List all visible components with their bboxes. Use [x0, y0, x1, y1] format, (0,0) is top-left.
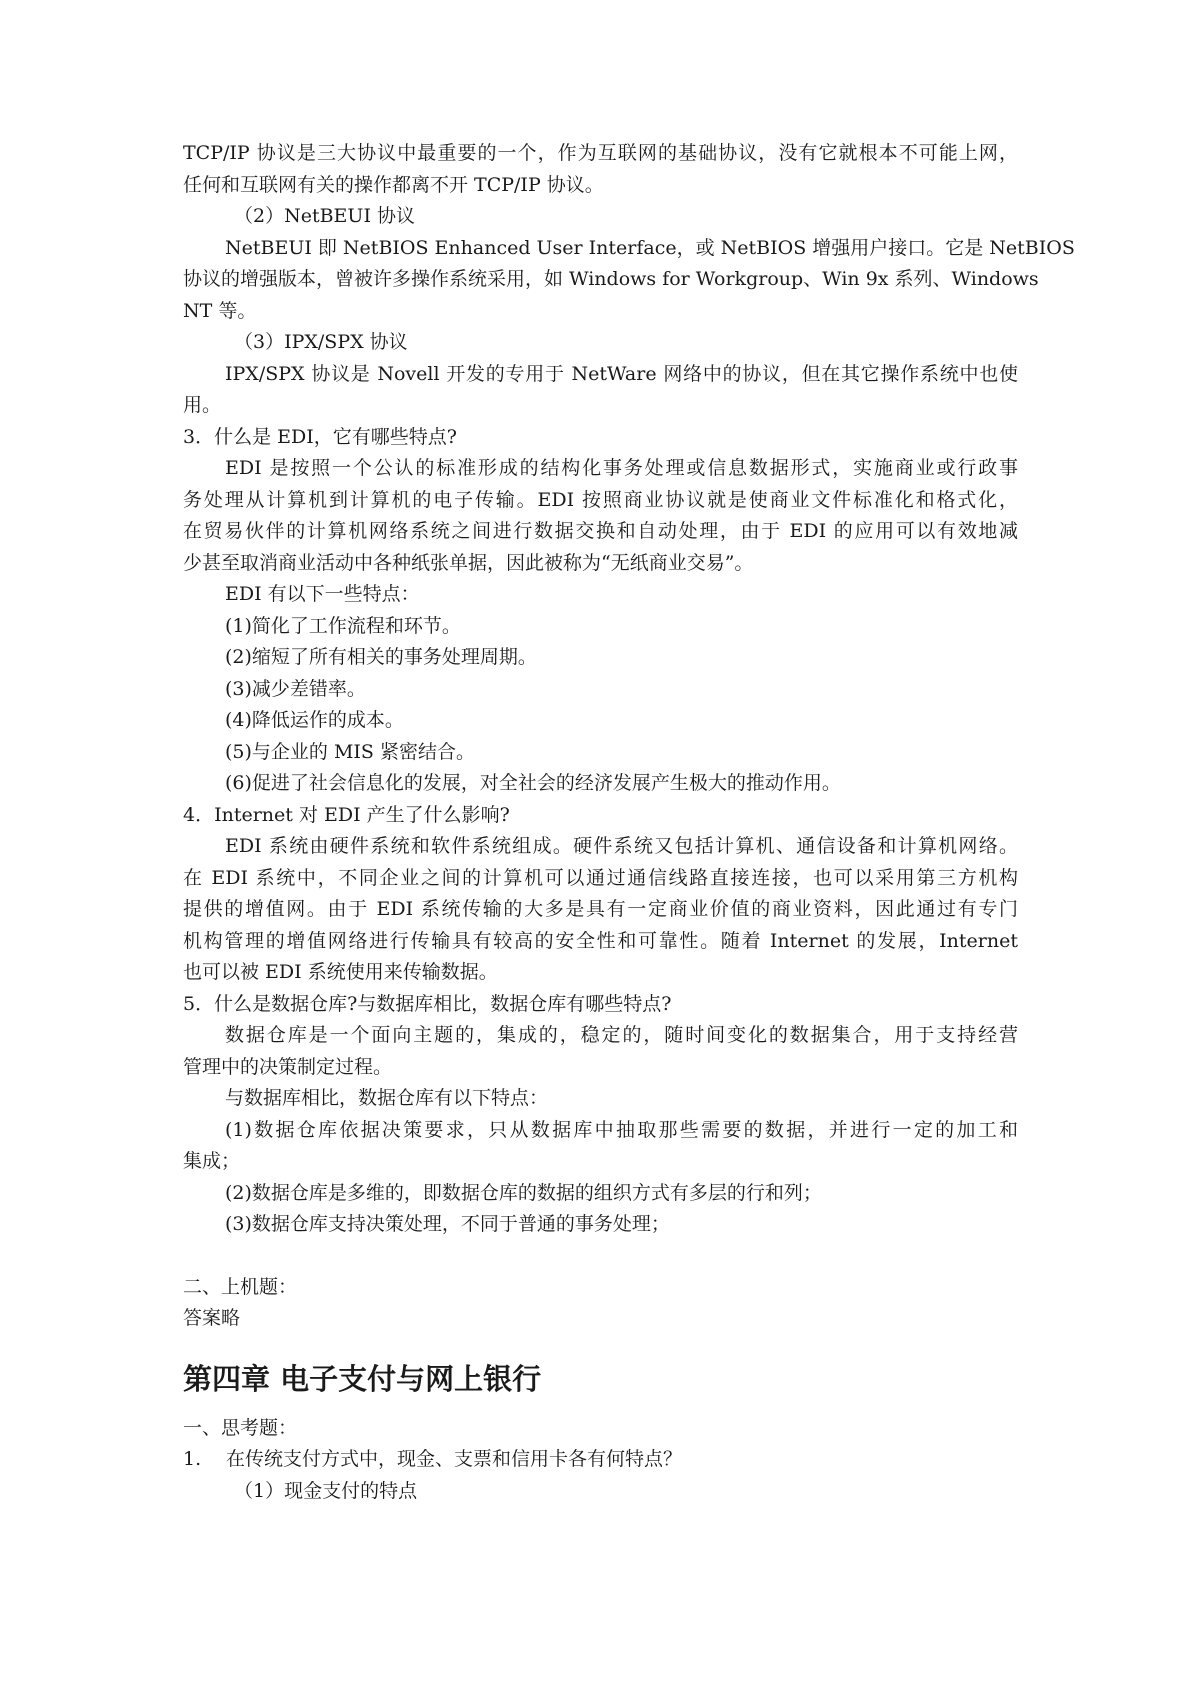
paragraph-line: 数据仓库是一个面向主题的，集成的，稳定的，随时间变化的数据集合，用于支持经营	[225, 1024, 1018, 1046]
question-text: 在传统支付方式中，现金、支票和信用卡各有何特点？	[226, 1448, 683, 1470]
paragraph-line: 务处理从计算机到计算机的电子传输。EDI 按照商业协议就是使商业文件标准化和格式化，	[183, 488, 1018, 511]
subheading: （3）IPX/SPX 协议	[234, 331, 408, 353]
chapter-title: 第四章 电子支付与网上银行	[183, 1361, 542, 1396]
paragraph-line: NetBEUI 即 NetBIOS Enhanced User Interface，或 NetBIOS 增强用户接口。它是 NetBIOS	[225, 236, 1075, 259]
paragraph-line: 提供的增值网。由于 EDI 系统传输的大多是具有一定商业价值的商业资料，因此通过有专门	[183, 898, 1018, 920]
list-item: (6)促进了社会信息化的发展，对全社会的经济发展产生极大的推动作用。	[225, 772, 841, 794]
section-heading: 二、上机题：	[183, 1275, 298, 1298]
question-number: 1.	[183, 1448, 202, 1470]
paragraph-line: EDI 系统由硬件系统和软件系统组成。硬件系统又包括计算机、通信设备和计算机网络。	[225, 835, 1018, 857]
list-item: (3)减少差错率。	[225, 677, 366, 700]
list-item: (1)简化了工作流程和环节。	[225, 614, 461, 637]
question-heading: 3．什么是 EDI，它有哪些特点?	[183, 425, 457, 448]
subheading: （2）NetBEUI 协议	[234, 205, 415, 227]
paragraph-line: IPX/SPX 协议是 Novell 开发的专用于 NetWare 网络中的协议，但在其它操作系统中也使	[225, 362, 1018, 385]
paragraph-line: 管理中的决策制定过程。	[183, 1055, 393, 1078]
paragraph-line: EDI 是按照一个公认的标准形成的结构化事务处理或信息数据形式，实施商业或行政事	[225, 457, 1018, 479]
paragraph-line: 在 EDI 系统中，不同企业之间的计算机可以通过通信线路直接连接，也可以采用第三方机构	[183, 866, 1018, 889]
list-item: (5)与企业的 MIS 紧密结合。	[225, 740, 475, 763]
list-item: (2)缩短了所有相关的事务处理周期。	[225, 646, 537, 668]
document-page	[183, 138, 1075, 1507]
paragraph-line: 协议的增强版本，曾被许多操作系统采用，如 Windows for Workgroup、Win 9x 系列、Windows	[183, 268, 1039, 290]
list-item: (2)数据仓库是多维的，即数据仓库的数据的组织方式有多层的行和列；	[225, 1181, 822, 1204]
paragraph-line: 与数据库相比，数据仓库有以下特点：	[225, 1087, 549, 1109]
blank-line	[183, 1241, 1018, 1272]
list-item: (1)数据仓库依据决策要求，只从数据库中抽取那些需要的数据，并进行一定的加工和	[225, 1118, 1018, 1141]
list-item: (3)数据仓库支持决策处理，不同于普通的事务处理；	[225, 1213, 670, 1235]
paragraph-line: TCP/IP 协议是三大协议中最重要的一个，作为互联网的基础协议，没有它就根本不可能上网，	[183, 142, 1018, 164]
paragraph-line: NT 等。	[183, 299, 257, 322]
list-item: (4)降低运作的成本。	[225, 709, 404, 731]
section-heading: 一、思考题：	[183, 1416, 298, 1439]
list-item: 集成；	[183, 1150, 241, 1172]
paragraph-line: 也可以被 EDI 系统使用来传输数据。	[183, 961, 498, 983]
paragraph-line: EDI 有以下一些特点：	[225, 583, 420, 605]
paragraph-line: 用。	[183, 394, 222, 416]
paragraph-line: 在贸易伙伴的计算机网络系统之间进行数据交换和自动处理，由于 EDI 的应用可以有效地减	[183, 520, 1018, 542]
subheading: （1）现金支付的特点	[234, 1479, 418, 1502]
paragraph-line: 少甚至取消商业活动中各种纸张单据，因此被称为“无纸商业交易”。	[183, 551, 754, 574]
question-heading: 4．Internet 对 EDI 产生了什么影响?	[183, 803, 510, 826]
question-heading: 5．什么是数据仓库?与数据库相比，数据仓库有哪些特点?	[183, 992, 672, 1015]
numbered-question	[183, 1444, 1018, 1476]
paragraph-line: 机构管理的增值网络进行传输具有较高的安全性和可靠性。随着 Internet 的发展，Internet	[183, 929, 1018, 952]
paragraph-line: 任何和互联网有关的操作都离不开 TCP/IP 协议。	[183, 173, 604, 196]
paragraph-line: 答案略	[183, 1307, 241, 1329]
